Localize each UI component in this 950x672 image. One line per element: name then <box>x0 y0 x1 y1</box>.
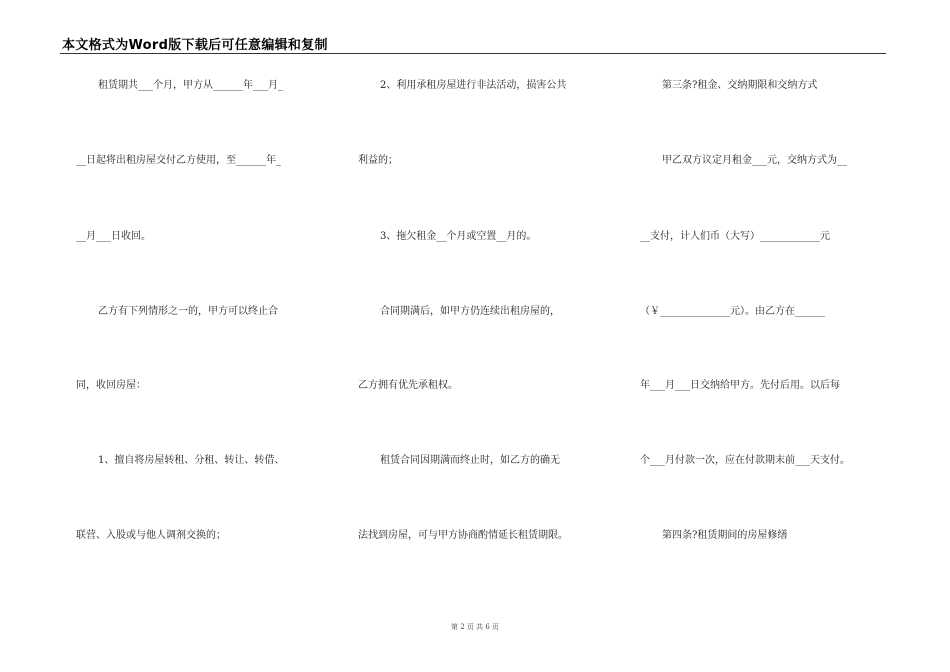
text-line: 租赁期共___个月，甲方从______年___月_ <box>98 80 283 91</box>
text-line: __支付，计人们币（大写）____________元 <box>640 231 830 242</box>
header-divider <box>60 53 886 54</box>
text-line: 利益的； <box>358 155 398 166</box>
text-line: 甲乙双方议定月租金___元，交纳方式为__ <box>662 155 847 166</box>
text-line: 合同期满后，如甲方仍连续出租房屋的， <box>380 306 560 317</box>
text-line: 同，收回房屋： <box>76 380 146 391</box>
text-line: __月___日收回。 <box>76 231 151 242</box>
text-line: __日起将出租房屋交付乙方使用，至______年_ <box>76 155 281 166</box>
document-header-title: 本文格式为Word版下载后可任意编辑和复制 <box>62 38 328 53</box>
text-line: 个___月付款一次，应在付款期末前___天支付。 <box>640 455 850 466</box>
page-number-footer: 第 2 页 共 6 页 <box>450 623 500 631</box>
text-line: 第三条?租金、交纳期限和交纳方式 <box>662 80 818 91</box>
text-line: 2、利用承租房屋进行非法活动，损害公共 <box>380 80 567 91</box>
text-line: 法找到房屋，可与甲方协商酌情延长租赁期限。 <box>358 530 568 541</box>
text-line: 乙方有下列情形之一的，甲方可以终止合 <box>98 306 278 317</box>
text-line: 1、擅自将房屋转租、分租、转让、转借、 <box>98 455 285 466</box>
text-line: 3、拖欠租金__个月或空置__月的。 <box>380 231 537 242</box>
text-line: 租赁合同因期满而终止时，如乙方的确无 <box>380 455 560 466</box>
text-line: 乙方拥有优先承租权。 <box>358 380 458 391</box>
text-line: 第四条?租赁期间的房屋修缮 <box>662 530 788 541</box>
text-line: 年___月___日交纳给甲方。先付后用。以后每 <box>640 380 840 391</box>
text-line: 联营、入股或与他人调剂交换的； <box>76 530 226 541</box>
text-line: （￥______________元）。由乙方在______ <box>640 306 825 317</box>
